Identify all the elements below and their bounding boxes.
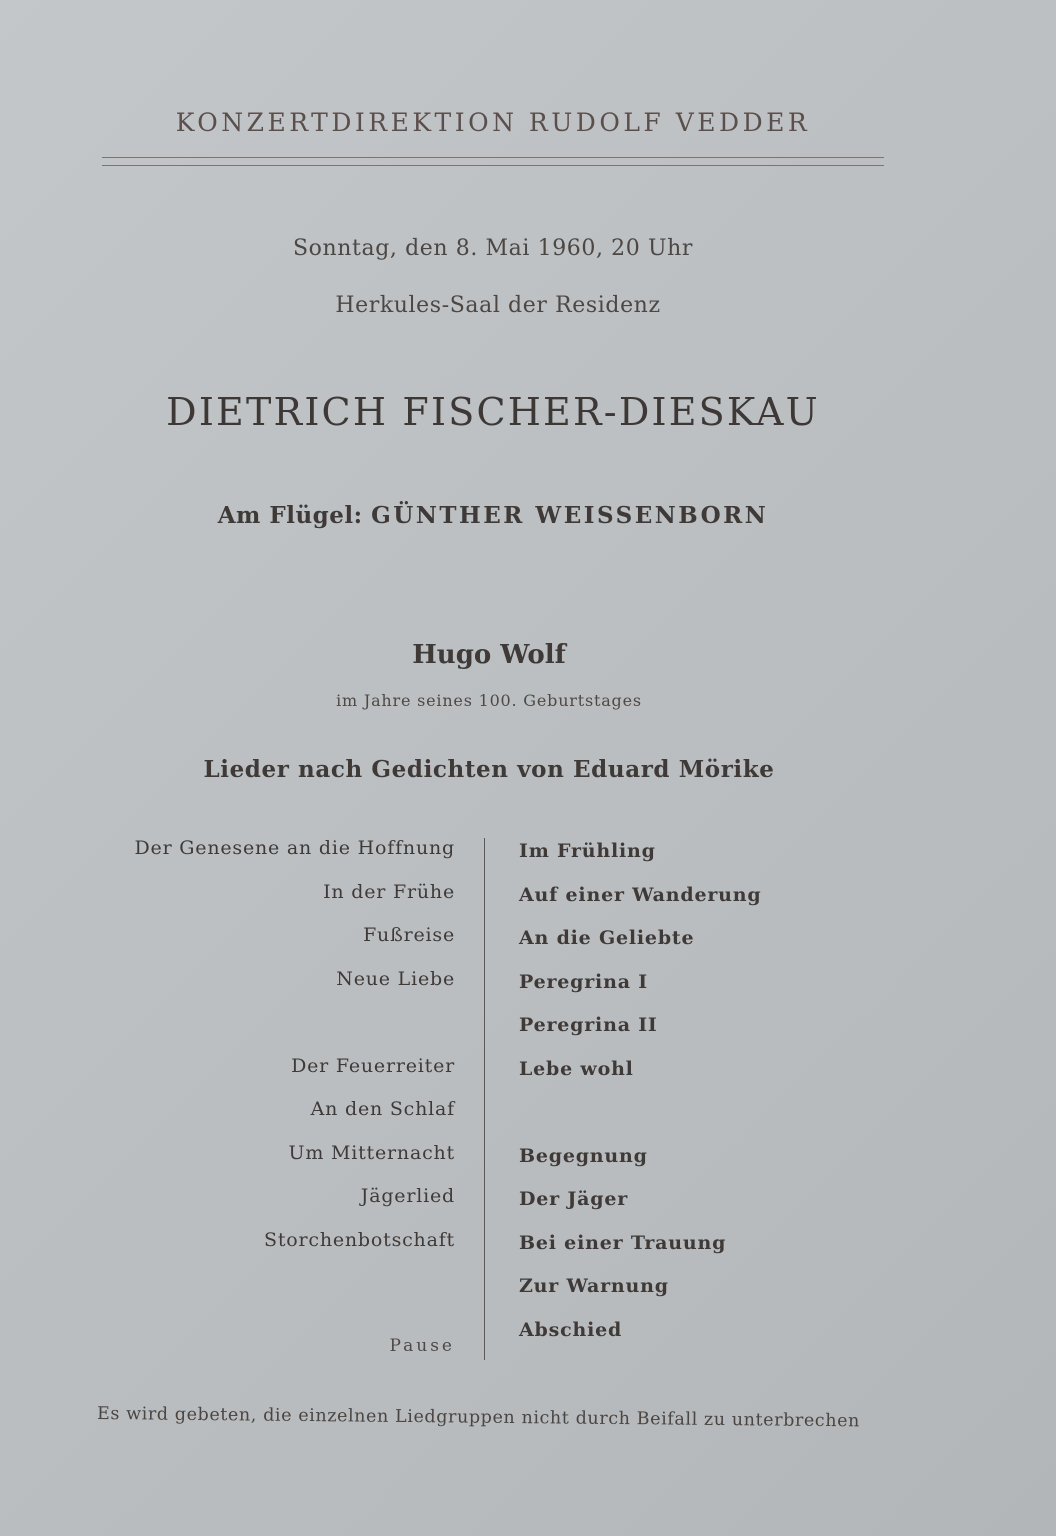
applause-note: Es wird gebeten, die einzelnen Liedgruppen nicht durch Beifall zu unterbrechen (96, 1404, 861, 1432)
song-item: Auf einer Wanderung (519, 883, 762, 906)
song-item: An den Schlaf (310, 1098, 455, 1120)
intermission-label: Pause (389, 1336, 455, 1356)
song-item: Der Genesene an die Hoffnung (134, 837, 455, 859)
pianist-name: GÜNTHER WEISSENBORN (371, 502, 769, 529)
first-half-song-list (95, 835, 455, 1270)
column-divider (484, 838, 485, 1360)
header-rule-bottom (102, 165, 884, 166)
group-gap (519, 1099, 879, 1143)
event-date: Sonntag, den 8. Mai 1960, 20 Uhr (293, 236, 693, 261)
singer-name: DIETRICH FISCHER-DIESKAU (166, 390, 820, 434)
header-rule-top (102, 157, 884, 158)
song-item: Bei einer Trauung (519, 1231, 727, 1254)
song-item: Begegnung (519, 1144, 648, 1167)
song-item: Der Feuerreiter (291, 1054, 455, 1077)
song-item: Der Jäger (519, 1188, 629, 1210)
occasion-note: im Jahre seines 100. Geburtstages (336, 691, 642, 710)
song-item: Im Frühling (519, 840, 656, 862)
pianist-line (0, 502, 986, 529)
song-item: Peregrina II (519, 1014, 658, 1036)
second-half-song-list (519, 838, 879, 1360)
song-item: Zur Warnung (519, 1275, 669, 1297)
song-cycle-title: Lieder nach Gedichten von Eduard Mörike (203, 756, 775, 783)
song-item: Jägerlied (360, 1185, 455, 1207)
event-venue: Herkules-Saal der Residenz (335, 293, 661, 318)
song-item: Neue Liebe (336, 967, 455, 990)
composer-name: Hugo Wolf (412, 640, 566, 670)
song-item: Peregrina I (519, 970, 648, 993)
song-item: In der Frühe (323, 880, 455, 903)
song-item: An die Geliebte (519, 927, 695, 949)
song-item: Lebe wohl (519, 1057, 634, 1080)
agency-heading: KONZERTDIREKTION RUDOLF VEDDER (175, 108, 811, 137)
piano-label: Am Flügel: (217, 502, 363, 529)
song-item: Fußreise (363, 924, 455, 946)
song-item: Um Mitternacht (288, 1141, 455, 1164)
group-gap (95, 1009, 455, 1053)
song-item: Abschied (519, 1318, 623, 1341)
song-item: Storchenbotschaft (264, 1228, 455, 1251)
